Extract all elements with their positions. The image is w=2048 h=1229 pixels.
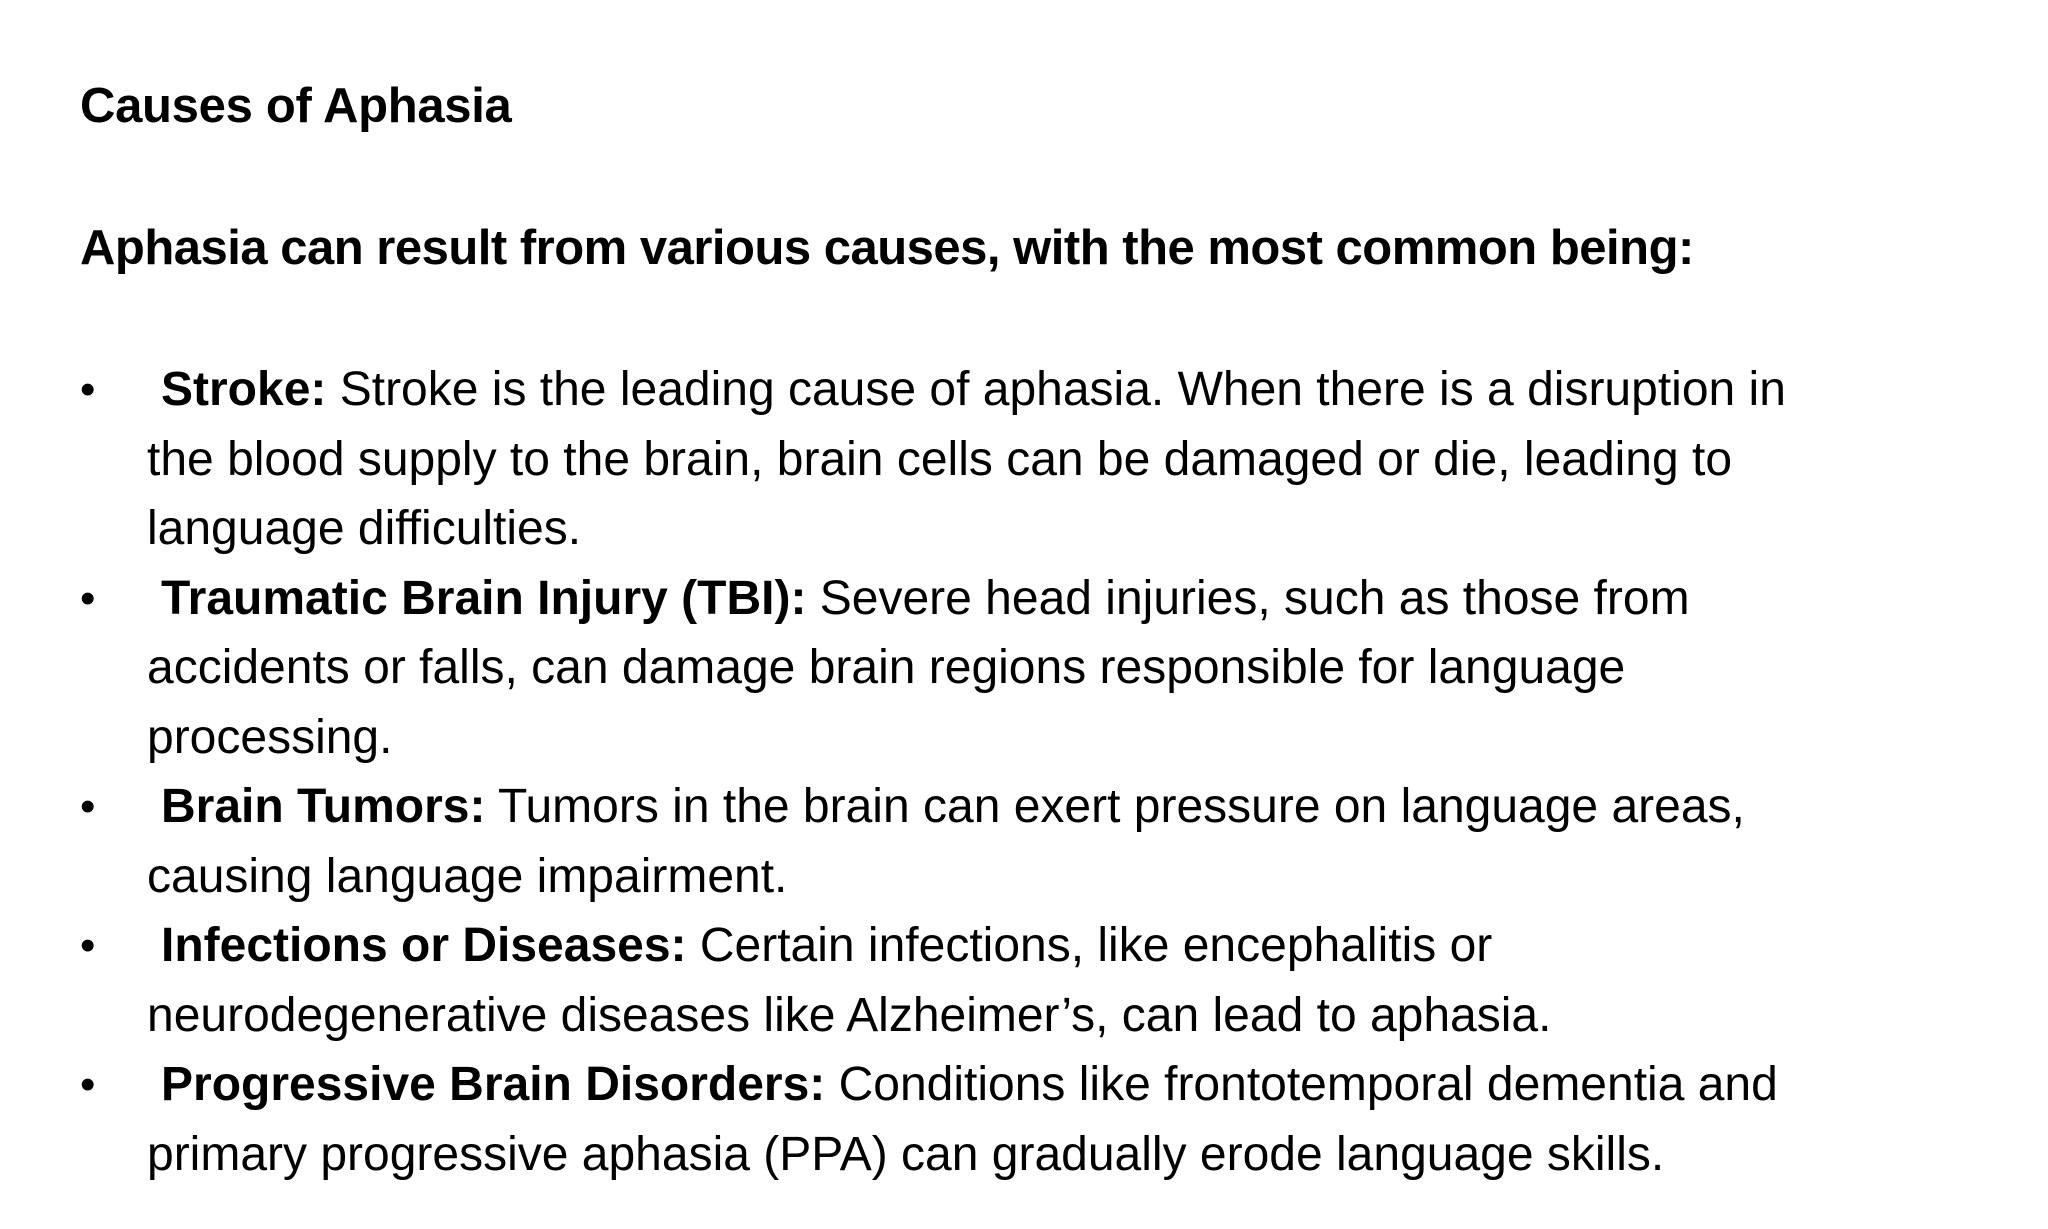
slide-title: Causes of Aphasia — [80, 79, 512, 133]
item-term: Brain Tumors: — [161, 780, 486, 833]
item-term: Stroke: — [161, 363, 327, 416]
bullet-icon: • — [80, 782, 96, 831]
list-item-tbi — [80, 564, 2000, 773]
item-line: processing. — [147, 710, 393, 764]
item-first-line — [147, 772, 2000, 842]
list-item-brain-tumors — [80, 772, 2000, 911]
item-first-line — [147, 564, 2000, 634]
list-item-progressive-disorders — [80, 1050, 2000, 1189]
item-term: Traumatic Brain Injury (TBI): — [161, 571, 807, 625]
item-line: neurodegenerative diseases like Alzheimer’s, can lead to aphasia. — [147, 988, 1552, 1042]
item-line: language difficulties. — [147, 502, 582, 555]
item-line: accidents or falls, can damage brain regions responsible for language — [147, 641, 1626, 694]
list-item-stroke — [80, 355, 2000, 564]
list-item-infections — [80, 911, 2000, 1050]
item-text: Tumors in the brain can exert pressure on language areas, — [485, 780, 1745, 833]
item-first-line — [147, 911, 2000, 981]
item-first-line — [147, 355, 2000, 425]
item-line: the blood supply to the brain, brain cells can be damaged or die, leading to — [147, 432, 1733, 486]
item-text: Stroke is the leading cause of aphasia. When there is a disruption in — [326, 363, 1786, 416]
item-text: Certain infections, like encephalitis or — [686, 919, 1493, 972]
bullet-icon: • — [80, 1060, 96, 1109]
causes-list — [80, 355, 2000, 1189]
bullet-icon: • — [80, 573, 96, 623]
bullet-icon: • — [80, 365, 96, 414]
item-line: causing language impairment. — [147, 849, 788, 903]
bullet-icon: • — [80, 921, 96, 970]
item-text: Severe head injuries, such as those from — [806, 571, 1690, 625]
item-first-line — [147, 1050, 2000, 1120]
intro-text: Aphasia can result from various causes, with the most common being: — [80, 221, 1694, 275]
item-term: Infections or Diseases: — [161, 919, 687, 972]
item-term: Progressive Brain Disorders: — [161, 1058, 826, 1111]
item-line: primary progressive aphasia (PPA) can gradually erode language skills. — [147, 1127, 1665, 1181]
item-text: Conditions like frontotemporal dementia and — [825, 1058, 1778, 1111]
